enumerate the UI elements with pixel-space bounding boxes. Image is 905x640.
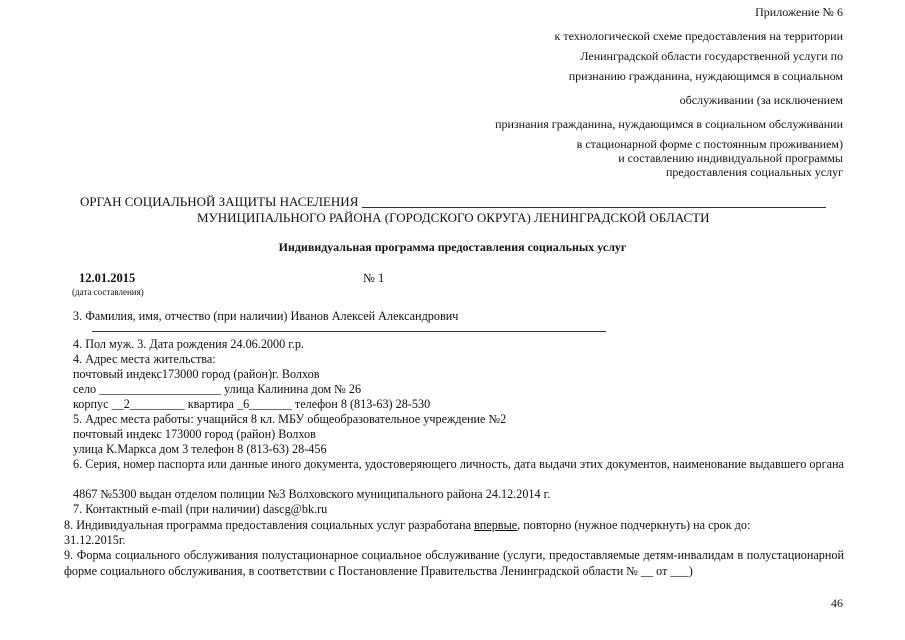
address-village: село ____________________ улица Калинина дом № 26 [73, 382, 362, 396]
document-number: № 1 [363, 271, 385, 285]
service-form: 9. Форма социального обслуживания полустационарное социальное обслуживание (услуги, предоставляемые детям-инвалидам в полустационарной форме социального обслуживания, в соответствии с Постановление Правительства Ленинградской области № __ от ___) [64, 548, 844, 578]
program-developed-text: 8. Индивидуальная программа предоставления социальных услуг разработана [64, 518, 475, 532]
fio-field: 3. Фамилия, имя, отчество (при наличии) Иванов Алексей Александрович [73, 309, 459, 323]
annex-line-2: к технологической схеме предоставления на территории [554, 29, 843, 43]
fio-underline [92, 331, 606, 332]
compile-date: 12.01.2015 [79, 271, 136, 285]
passport-value: 4867 №5300 выдан отделом полиции №3 Волховского муниципального района 24.12.2014 г. [73, 487, 551, 501]
address-heading: 4. Адрес места жительства: [73, 352, 216, 366]
passport-label: 6. Серия, номер паспорта или данные иного документа, удостоверяющего личность, дата выдачи этих документов, наименование выдавшего органа [73, 457, 844, 471]
annex-line-5: обслуживании (за исключением [679, 93, 843, 107]
document-title: Индивидуальная программа предоставления социальных услуг [278, 240, 627, 254]
annex-line-6: признания гражданина, нуждающимся в социальном обслуживании [495, 117, 843, 131]
annex-line-4: признанию гражданина, нуждающимся в социальном [568, 69, 843, 83]
address-korpus: корпус __2_________ квартира _6_______ телефон 8 (813-63) 28-530 [73, 397, 431, 411]
program-developed-first-time: впервые [474, 518, 518, 532]
org-name-blank-line [362, 207, 826, 208]
page-number: 46 [831, 596, 843, 610]
program-developed-line [64, 517, 750, 533]
sex-birth-field: 4. Пол муж. 3. Дата рождения 24.06.2000 г.р. [73, 337, 305, 351]
annex-line-8: и составлению индивидуальной программы [618, 151, 843, 165]
work-address-postal: почтовый индекс 173000 город (район) Волхов [73, 427, 316, 441]
annex-line-3: Ленинградской области государственной услуги по [580, 49, 843, 63]
address-postal: почтовый индекс173000 город (район)г. Волхов [73, 367, 320, 381]
org-line-1: ОРГАН СОЦИАЛЬНОЙ ЗАЩИТЫ НАСЕЛЕНИЯ [80, 194, 359, 209]
contact-email: 7. Контактный e-mail (при наличии) dascg@bk.ru [73, 502, 328, 516]
program-developed-rest: , повторно (нужное подчеркнуть) на срок до: [517, 518, 751, 532]
annex-line-9: предоставления социальных услуг [665, 165, 843, 179]
work-address-street: улица К.Маркса дом 3 телефон 8 (813-63) 28-456 [73, 442, 327, 456]
compile-date-caption: (дата составления) [72, 287, 144, 297]
annex-line-7: в стационарной форме с постоянным проживанием) [576, 137, 843, 151]
org-line-2: МУНИЦИПАЛЬНОГО РАЙОНА (ГОРОДСКОГО ОКРУГА) ЛЕНИНГРАДСКОЙ ОБЛАСТИ [197, 210, 710, 225]
program-term: 31.12.2015г. [64, 533, 126, 547]
work-address-heading: 5. Адрес места работы: учащийся 8 кл. МБУ общеобразовательное учреждение №2 [73, 412, 507, 426]
annex-line-1: Приложение № 6 [755, 5, 843, 19]
